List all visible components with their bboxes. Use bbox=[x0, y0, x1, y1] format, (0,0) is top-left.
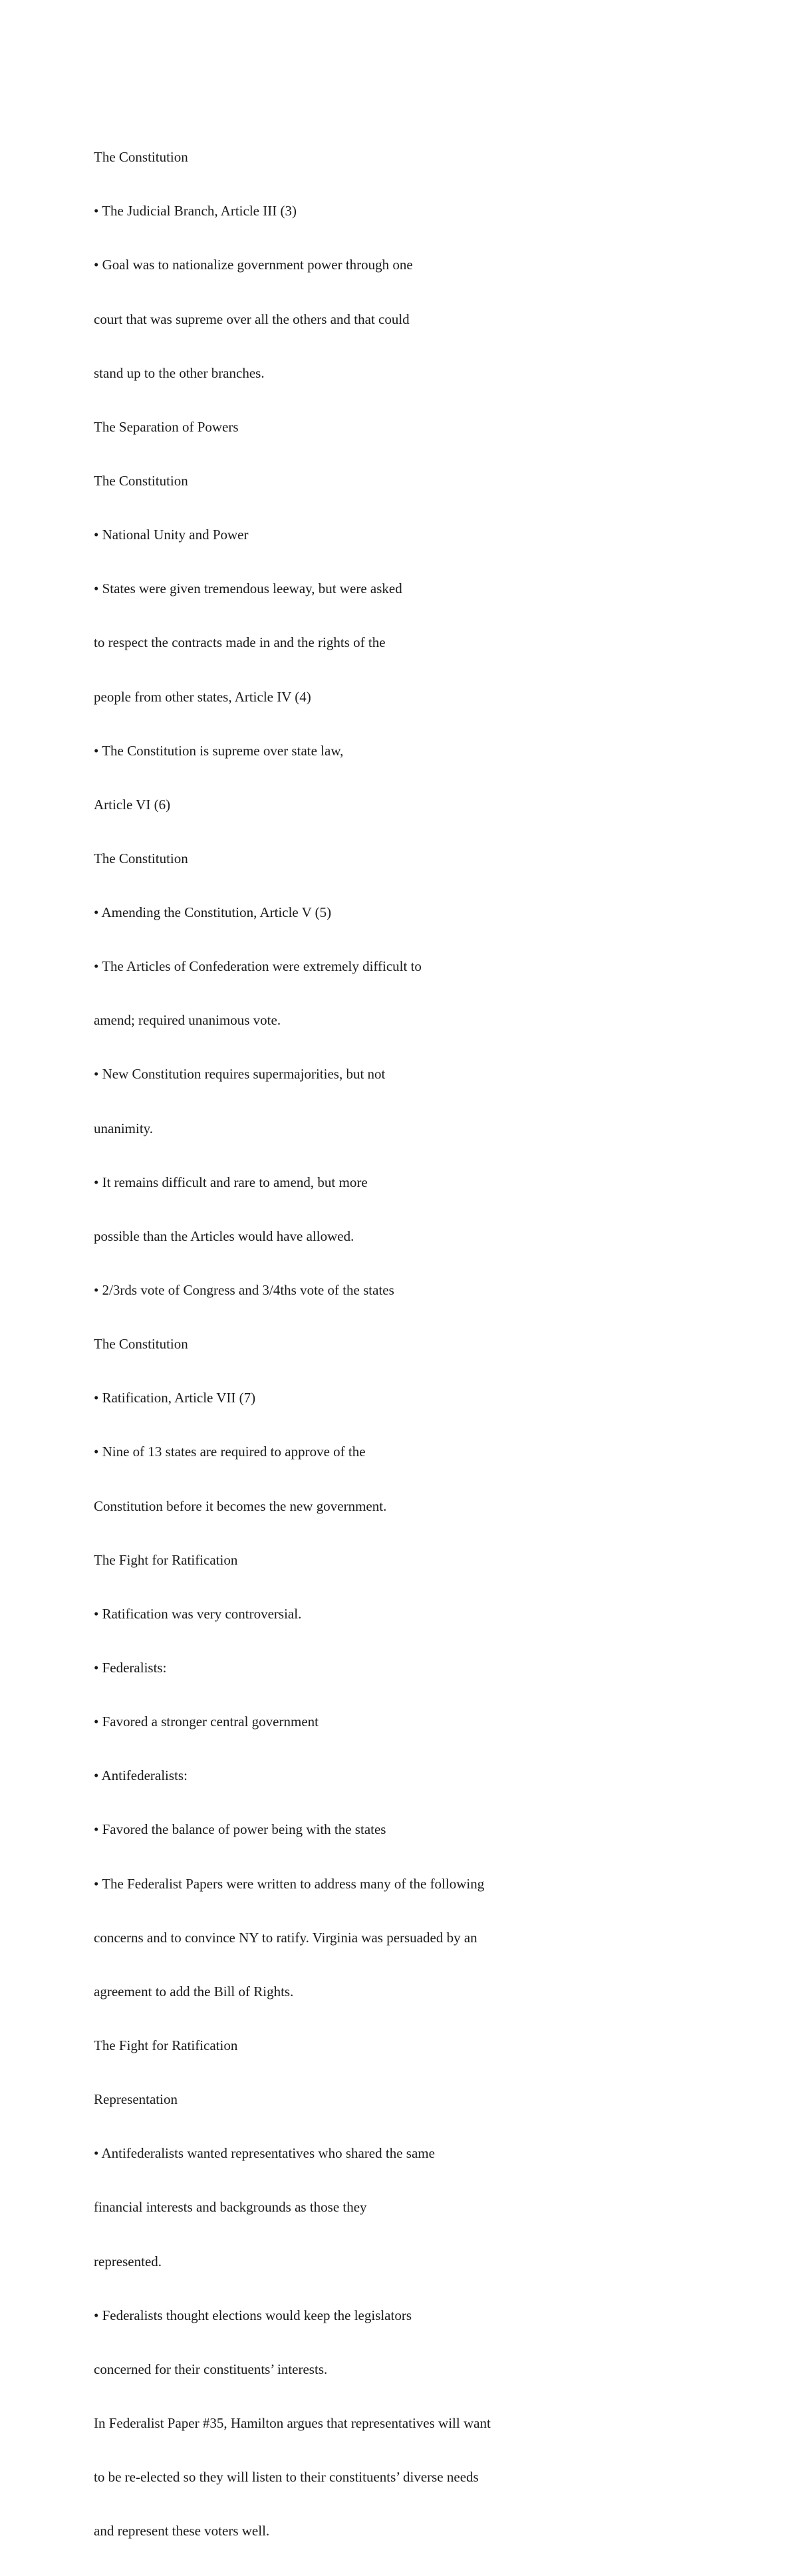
text-line: • Antifederalists: bbox=[94, 1767, 188, 1784]
text-line: The Separation of Powers bbox=[94, 418, 239, 435]
text-line: represented. bbox=[94, 2253, 162, 2269]
text-line: Article VI (6) bbox=[94, 796, 171, 813]
text-line: court that was supreme over all the others and that could bbox=[94, 311, 410, 327]
text-line: to be re-elected so they will listen to their constituents’ diverse needs bbox=[94, 2469, 479, 2486]
text-line: • Favored the balance of power being with the states bbox=[94, 1821, 386, 1838]
text-line: Constitution before it becomes the new government. bbox=[94, 1497, 387, 1514]
text-line: unanimity. bbox=[94, 1120, 154, 1136]
text-line: • Favored a stronger central government bbox=[94, 1714, 319, 1730]
text-line: • Amending the Constitution, Article V (5) bbox=[94, 904, 332, 921]
text-line: • Federalists: bbox=[94, 1660, 167, 1676]
text-line: • Goal was to nationalize government power through one bbox=[94, 257, 413, 273]
text-line: The Constitution bbox=[94, 850, 188, 866]
text-line: In Federalist Paper #35, Hamilton argues that representatives will want bbox=[94, 2415, 491, 2431]
text-line: • The Judicial Branch, Article III (3) bbox=[94, 203, 297, 219]
text-line: The Fight for Ratification bbox=[94, 2037, 238, 2054]
text-line: concerns and to convince NY to ratify. Virginia was persuaded by an bbox=[94, 1929, 477, 1946]
text-line: people from other states, Article IV (4) bbox=[94, 688, 311, 705]
text-line: possible than the Articles would have allowed. bbox=[94, 1227, 354, 1244]
text-line: • Ratification, Article VII (7) bbox=[94, 1390, 256, 1406]
text-line: • It remains difficult and rare to amend, but more bbox=[94, 1174, 368, 1190]
text-line: stand up to the other branches. bbox=[94, 364, 265, 381]
text-line: • The Federalist Papers were written to address many of the following bbox=[94, 1875, 485, 1892]
text-line: • The Articles of Confederation were extremely difficult to bbox=[94, 958, 422, 975]
text-line: The Constitution bbox=[94, 472, 188, 489]
text-line: agreement to add the Bill of Rights. bbox=[94, 1983, 294, 1999]
text-line: amend; required unanimous vote. bbox=[94, 1012, 281, 1029]
text-line: The Fight for Ratification bbox=[94, 1551, 238, 1568]
text-line: The Constitution bbox=[94, 1336, 188, 1352]
text-line: • National Unity and Power bbox=[94, 527, 249, 543]
text-line: • Antifederalists wanted representatives who shared the same bbox=[94, 2145, 435, 2162]
text-line: and represent these voters well. bbox=[94, 2523, 270, 2539]
text-line: • The Constitution is supreme over state law, bbox=[94, 742, 344, 759]
text-line: concerned for their constituents’ interests. bbox=[94, 2361, 328, 2377]
text-line: • 2/3rds vote of Congress and 3/4ths vote of the states bbox=[94, 1282, 394, 1299]
text-line: • Nine of 13 states are required to approve of the bbox=[94, 1444, 366, 1460]
text-line: • Ratification was very controversial. bbox=[94, 1605, 302, 1622]
text-line: The Constitution bbox=[94, 149, 188, 166]
text-line: financial interests and backgrounds as those they bbox=[94, 2199, 367, 2216]
text-line: • States were given tremendous leeway, but were asked bbox=[94, 580, 402, 597]
text-line: to respect the contracts made in and the rights of the bbox=[94, 634, 386, 651]
text-line: • Federalists thought elections would keep the legislators bbox=[94, 2307, 412, 2323]
text-line: • New Constitution requires supermajorities, but not bbox=[94, 1066, 386, 1083]
text-line: Representation bbox=[94, 2091, 178, 2108]
document-body bbox=[94, 112, 559, 2576]
